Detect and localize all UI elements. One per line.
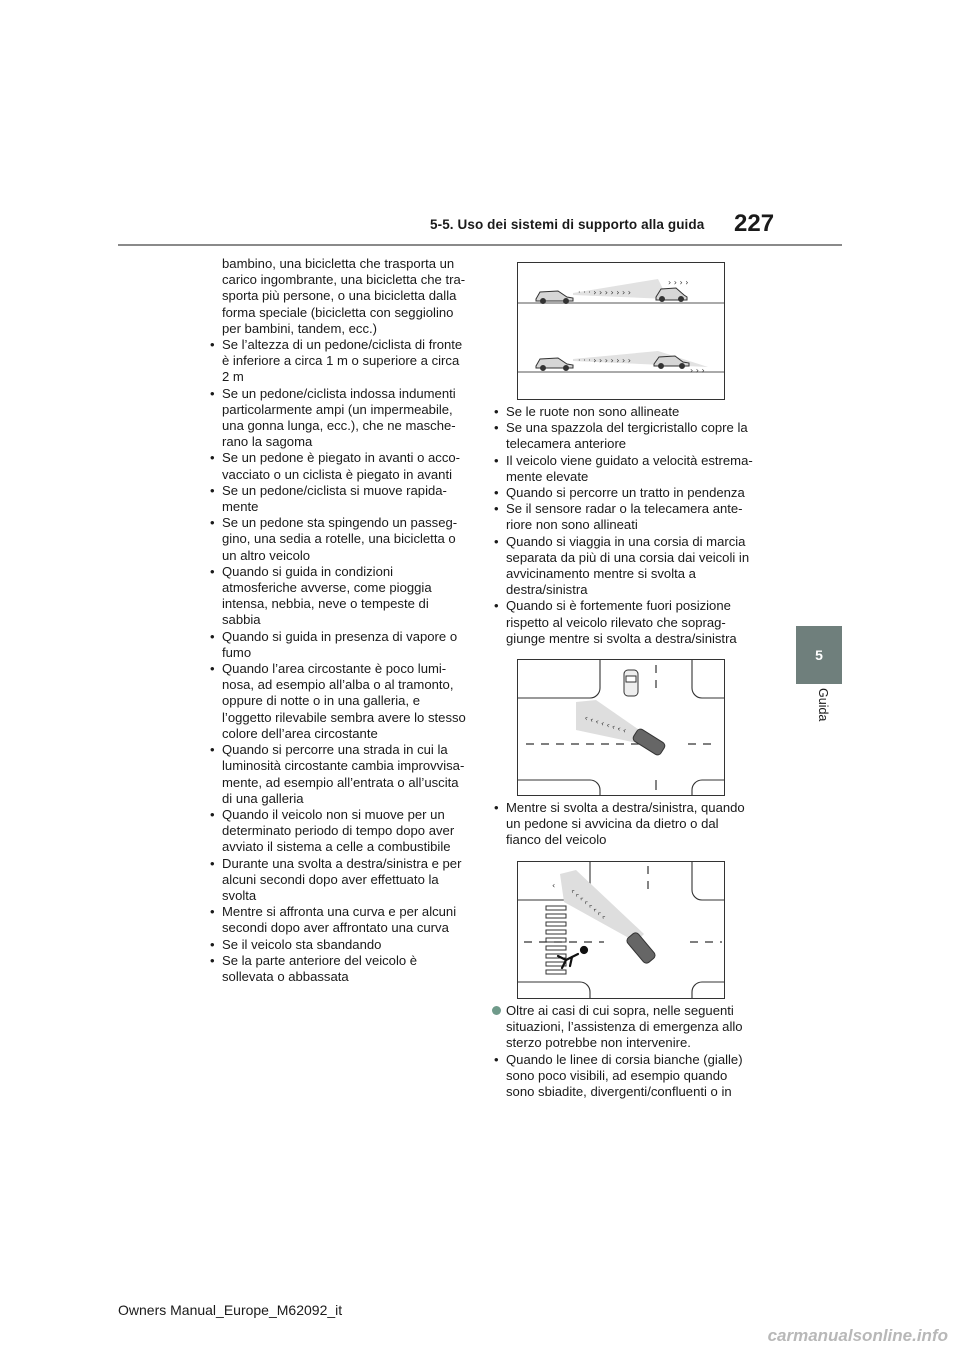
right-column-b [492, 800, 754, 849]
bullet-item: • Quando le linee di corsia bianche (gialle) sono poco visibili, ad esempio quando sono sbiadite, divergenti/confluenti o in [492, 1052, 754, 1101]
chapter-tab[interactable]: 5 [796, 626, 842, 684]
right-column-c [492, 1003, 754, 1100]
bullet-item: • Se una spazzola del tergicristallo copre la telecamera anteriore [492, 420, 754, 452]
bullet-item: • Il veicolo viene guidato a velocità estrema-mente elevate [492, 453, 754, 485]
bullet-item: • Se un pedone è piegato in avanti o acco-vacciato o un ciclista è piegato in avanti [208, 450, 470, 482]
bullet-item: • Se l’altezza di un pedone/ciclista di fronte è inferiore a circa 1 m o superiore a circa 2 m [208, 337, 470, 386]
footer-document-id: Owners Manual_Europe_M62092_it [118, 1302, 343, 1318]
bullet-item: • Se il sensore radar o la telecamera ante-riore non sono allineati [492, 501, 754, 533]
svg-text:· · · › › › › › › ›: · · · › › › › › › › [578, 288, 631, 297]
bullet-item: • Se le ruote non sono allineate [492, 404, 754, 420]
header-rule [118, 244, 842, 246]
svg-text:‹ ‹ ‹ ‹ ‹ ‹ ‹ ‹: ‹ ‹ ‹ ‹ ‹ ‹ ‹ ‹ [568, 886, 608, 922]
bullet-item: • Quando si guida in condizioni atmosferiche avverse, come pioggia intensa, nebbia, neve o tempeste di sabbia [208, 564, 470, 629]
bullet-item: • Se un pedone/ciclista indossa indumenti particolarmente ampi (un impermeabile, una gonna lunga, ecc.), che ne masche-rano la sagoma [208, 386, 470, 451]
svg-text:‹: ‹ [552, 881, 556, 890]
bullet-item: • Quando il veicolo non si muove per un determinato periodo di tempo dopo aver avviato il sistema a celle a combustibile [208, 807, 470, 856]
section-title: 5-5. Uso dei sistemi di supporto alla guida [430, 217, 705, 232]
svg-text:· · · › › › › › › ›: · · · › › › › › › › [578, 356, 631, 365]
svg-text:› › › ›: › › › › [668, 278, 689, 287]
green-bullet-item: Oltre ai casi di cui sopra, nelle seguenti situazioni, l’assistenza di emergenza allo sterzo potrebbe non intervenire. [492, 1003, 754, 1052]
bullet-item: • Quando si è fortemente fuori posizione rispetto al veicolo rilevato che soprag-giunge mentre si svolta a destra/sinistra [492, 598, 754, 647]
bullet-item: • Se un pedone/ciclista si muove rapida-mente [208, 483, 470, 515]
bullet-item: • Se la parte anteriore del veicolo è sollevata o abbassata [208, 953, 470, 985]
chapter-label: Guida [816, 688, 830, 722]
bullet-item: • Quando si percorre una strada in cui la luminosità circostante cambia improvvisa-mente, ad esempio all’entrata o all’uscita di una galleria [208, 742, 470, 807]
continuation-text: bambino, una bicicletta che trasporta un carico ingombrante, una bicicletta che tra-sporta più persone, o una bicicletta dalla forma speciale (bicicletta con seggiolino per bambini, tandem, ecc.) [222, 256, 466, 336]
figure-pedestrian-turn [517, 861, 725, 999]
figure-intersection-turn [517, 659, 725, 796]
bullet-item: • Se un pedone sta spingendo un passeg-gino, una sedia a rotelle, una bicicletta o un altro veicolo [208, 515, 470, 564]
right-column-a [492, 404, 754, 647]
bullet-item: • Quando si viaggia in una corsia di marcia separata da più di una corsia dai veicoli in avvicinamento mentre si svolta a destra/sinistra [492, 534, 754, 599]
svg-text:‹ ‹ ‹ ‹ ‹ ‹ ‹ ‹: ‹ ‹ ‹ ‹ ‹ ‹ ‹ ‹ [583, 713, 628, 736]
svg-text:› › ›: › › › [690, 366, 705, 375]
figure-misaligned-wheels [517, 262, 725, 400]
left-column [208, 256, 470, 985]
bullet-item: • Quando si guida in presenza di vapore o fumo [208, 629, 470, 661]
watermark: carmanualsonline.info [767, 1326, 948, 1345]
bullet-item: • Durante una svolta a destra/sinistra e per alcuni secondi dopo aver effettuato la svolta [208, 856, 470, 905]
bullet-item: • Se il veicolo sta sbandando [208, 937, 470, 953]
page-number: 227 [734, 210, 775, 237]
bullet-item: • Mentre si affronta una curva e per alcuni secondi dopo aver affrontato una curva [208, 904, 470, 936]
bullet-item: • Mentre si svolta a destra/sinistra, quando un pedone si avvicina da dietro o dal fianco del veicolo [492, 800, 754, 849]
bullet-item: • Quando si percorre un tratto in pendenza [492, 485, 754, 501]
bullet-item: • Quando l’area circostante è poco lumi-nosa, ad esempio all’alba o al tramonto, oppure di notte o in una galleria, e l’oggetto rilevabile sembra avere lo stesso colore dell’area circostante [208, 661, 470, 742]
